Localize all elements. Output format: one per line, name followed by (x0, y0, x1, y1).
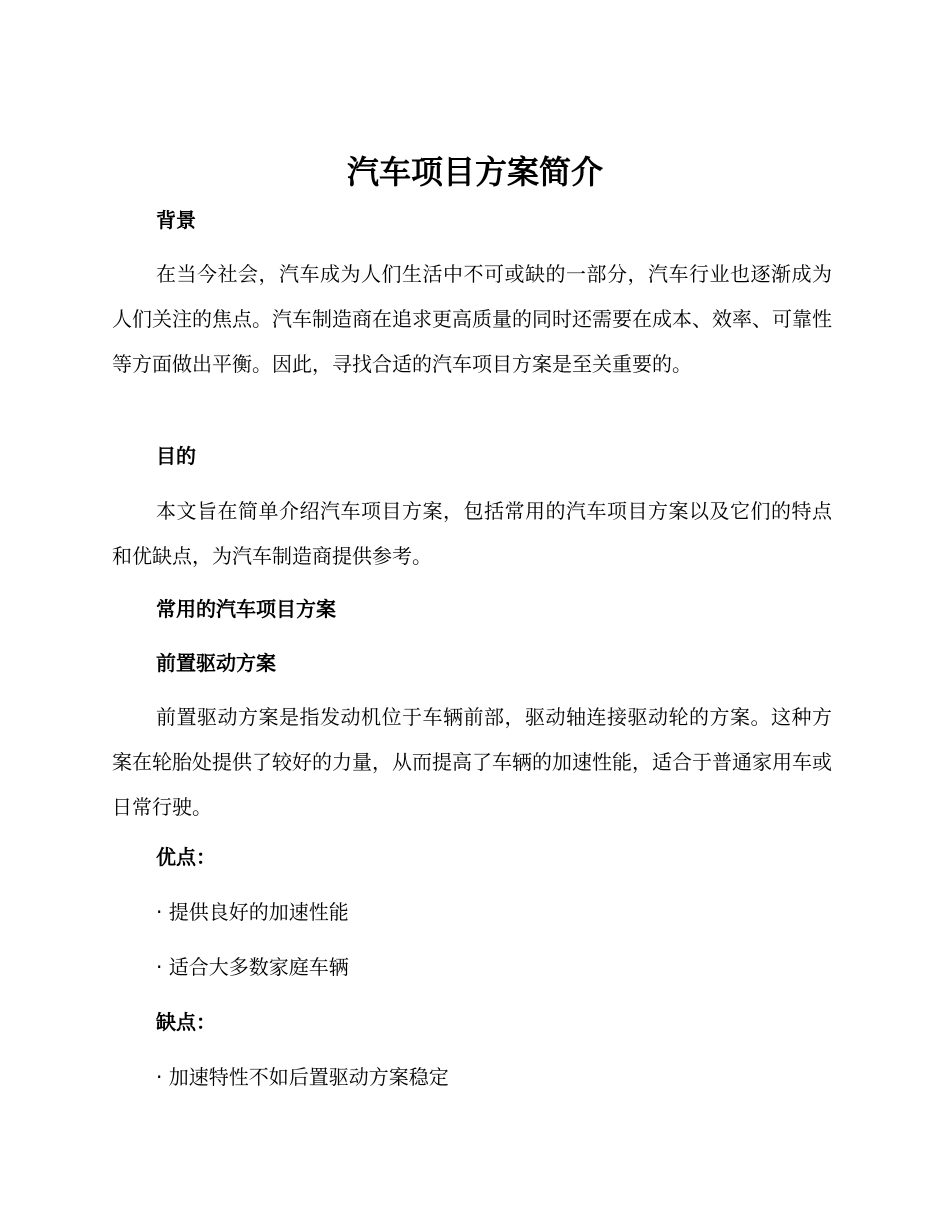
front-drive-paragraph: 前置驱动方案是指发动机位于车辆前部，驱动轴连接驱动轮的方案。这种方案在轮胎处提供了较好的力量，从而提高了车辆的加速性能，适合于普通家用车或日常行驶。 (112, 705, 832, 819)
pros-item: · 适合大多数家庭车辆 (156, 955, 349, 979)
purpose-heading: 目的 (156, 444, 196, 468)
background-paragraph: 在当今社会，汽车成为人们生活中不可或缺的一部分，汽车行业也逐渐成为人们关注的焦点。汽车制造商在追求更高质量的同时还需要在成本、效率、可靠性等方面做出平衡。因此，寻找合适的汽车项目方案是至关重要的。 (112, 262, 832, 376)
document-title: 汽车项目方案简介 (346, 153, 603, 191)
purpose-paragraph: 本文旨在简单介绍汽车项目方案，包括常用的汽车项目方案以及它们的特点和优缺点，为汽车制造商提供参考。 (112, 499, 832, 568)
common-schemes-heading: 常用的汽车项目方案 (156, 597, 336, 621)
background-heading: 背景 (156, 208, 196, 232)
front-drive-heading: 前置驱动方案 (156, 651, 276, 675)
pros-item: · 提供良好的加速性能 (156, 900, 349, 924)
pros-label: 优点： (156, 845, 216, 869)
cons-label: 缺点： (156, 1010, 216, 1034)
cons-item: · 加速特性不如后置驱动方案稳定 (156, 1065, 449, 1089)
